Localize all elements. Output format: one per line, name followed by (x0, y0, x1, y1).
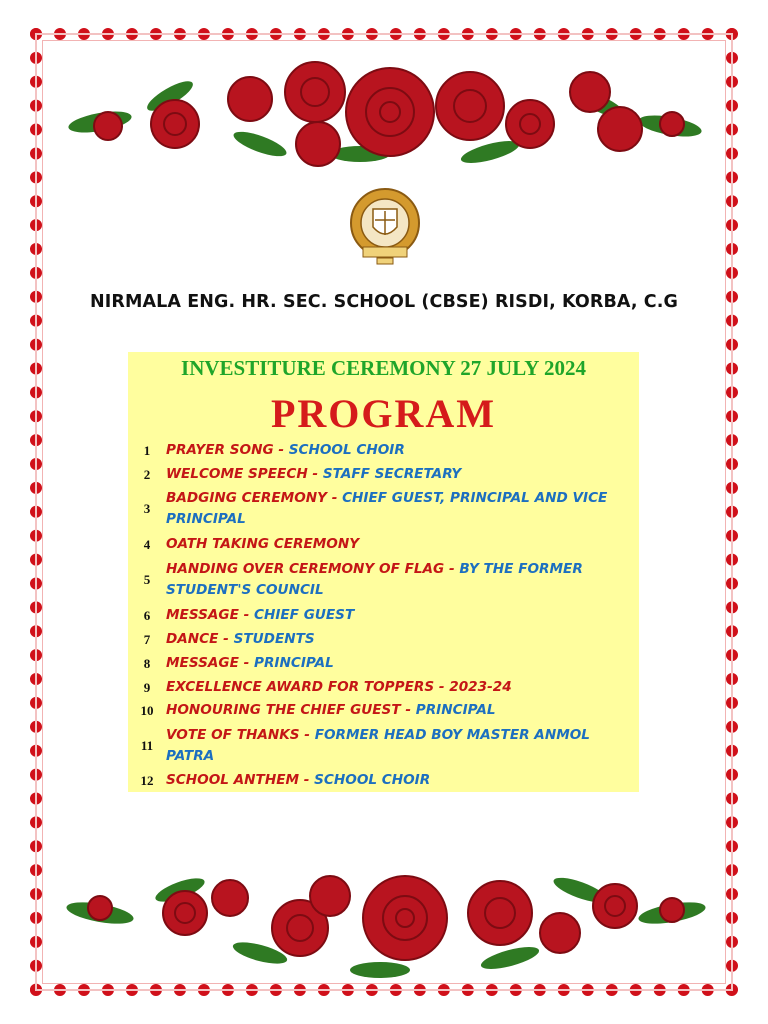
item-performer: SCHOOL CHOIR (314, 772, 431, 788)
item-separator: - (444, 561, 460, 577)
item-number: 7 (143, 631, 151, 647)
item-number: 5 (143, 572, 151, 587)
program-item (128, 770, 639, 791)
school-crest-logo (345, 187, 425, 269)
rose-garland-bottom (60, 858, 710, 988)
program-item (128, 725, 639, 767)
item-activity: EXCELLENCE AWARD FOR TOPPERS - 2023-24 (166, 679, 512, 695)
item-number: 11 (140, 738, 154, 753)
item-number: 8 (143, 655, 151, 671)
program-item (128, 488, 639, 530)
item-activity: HANDING OVER CEREMONY OF FLAG (166, 561, 445, 577)
rose-garland-top (60, 44, 710, 174)
item-performer: CHIEF GUEST (253, 607, 355, 623)
item-number: 1 (143, 442, 151, 458)
item-activity: WELCOME SPEECH (166, 466, 308, 482)
program-item (128, 629, 639, 650)
item-separator: - (273, 442, 289, 458)
program-item (128, 677, 639, 698)
program-item (128, 653, 639, 674)
item-separator: - (238, 655, 254, 671)
item-performer: BY THE FORMER STUDENT'S COUNCIL (166, 561, 583, 598)
program-item (128, 700, 639, 721)
item-number: 4 (143, 536, 151, 552)
program-panel (128, 352, 639, 792)
program-item (128, 605, 639, 626)
event-title: INVESTITURE CEREMONY 27 JULY 2024 (181, 356, 586, 380)
item-performer: STAFF SECRETARY (322, 466, 462, 482)
item-performer: STUDENTS (233, 631, 315, 647)
item-activity: VOTE OF THANKS (166, 727, 300, 743)
item-performer: PRINCIPAL (415, 702, 496, 718)
item-separator: - (299, 772, 315, 788)
item-activity: DANCE (166, 631, 219, 647)
item-performer: FORMER HEAD BOY MASTER ANMOL PATRA (166, 727, 590, 764)
item-separator: - (299, 727, 315, 743)
item-performer: PRINCIPAL (253, 655, 334, 671)
program-item (128, 464, 639, 485)
item-performer: CHIEF GUEST, PRINCIPAL AND VICE PRINCIPAL (166, 490, 608, 527)
item-number: 2 (143, 466, 151, 482)
item-activity: OATH TAKING CEREMONY (166, 536, 360, 552)
program-item (128, 440, 639, 461)
item-performer: SCHOOL CHOIR (288, 442, 405, 458)
program-heading: PROGRAM (270, 391, 497, 436)
item-separator: - (400, 702, 416, 718)
school-name: NIRMALA ENG. HR. SEC. SCHOOL (CBSE) RISDI, KORBA, C.G (90, 292, 678, 312)
item-separator: - (307, 466, 323, 482)
program-item (128, 559, 639, 601)
item-number: 9 (143, 679, 151, 695)
item-activity: BADGING CEREMONY (166, 490, 327, 506)
item-activity: MESSAGE (166, 655, 239, 671)
program-item (128, 534, 639, 555)
item-number: 6 (143, 607, 151, 623)
item-number: 12 (140, 772, 154, 788)
item-separator: - (326, 490, 343, 506)
item-activity: HONOURING THE CHIEF GUEST (166, 702, 401, 718)
item-separator: - (238, 607, 254, 623)
item-activity: MESSAGE (166, 607, 239, 623)
item-number: 3 (143, 501, 151, 516)
item-activity: PRAYER SONG (166, 442, 274, 458)
item-activity: SCHOOL ANTHEM (166, 772, 300, 788)
item-number: 10 (140, 702, 154, 718)
item-separator: - (218, 631, 234, 647)
